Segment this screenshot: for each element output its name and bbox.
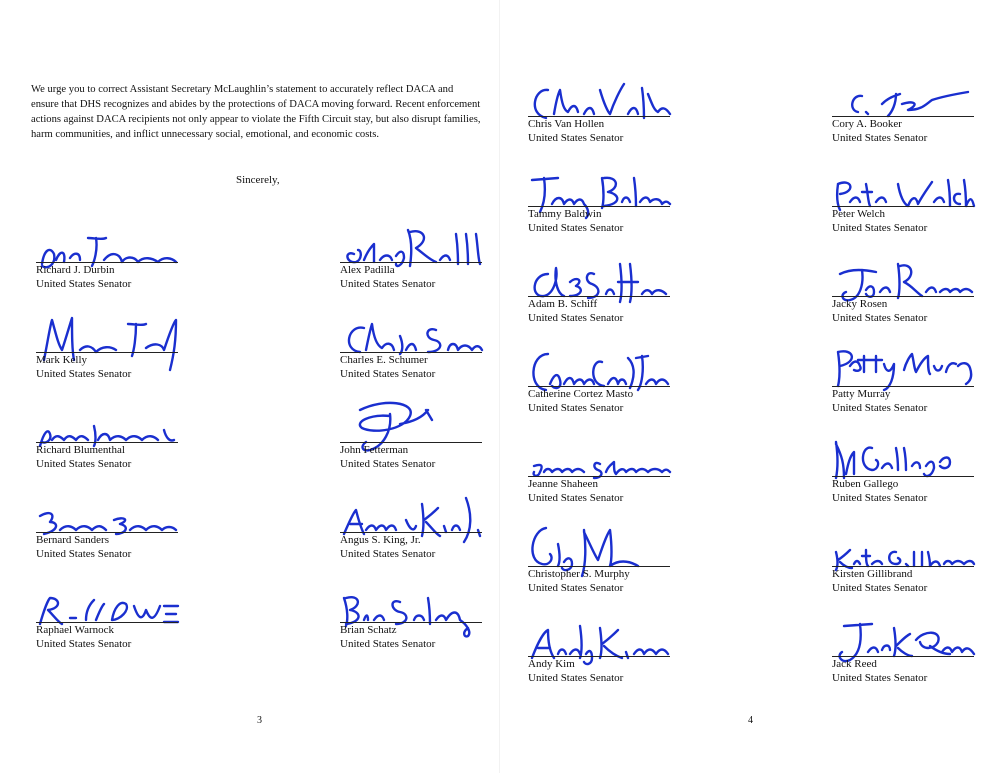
page-number: 4: [748, 715, 753, 726]
signer-title: United States Senator: [832, 672, 928, 684]
signer-name: Kirsten Gillibrand: [832, 568, 913, 580]
signer-name: Alex Padilla: [340, 264, 395, 276]
signer-name: Richard Blumenthal: [36, 444, 125, 456]
signer-title: United States Senator: [340, 278, 436, 290]
signer-title: United States Senator: [832, 582, 928, 594]
signer-name: Andy Kim: [528, 658, 575, 670]
signer-title: United States Senator: [832, 402, 928, 414]
signer-title: United States Senator: [340, 548, 436, 560]
signer-title: United States Senator: [36, 278, 132, 290]
signer-name: Chris Van Hollen: [528, 118, 605, 130]
signer-name: Adam B. Schiff: [528, 298, 598, 310]
signer-name: Patty Murray: [832, 388, 891, 400]
signer-name: Jacky Rosen: [832, 298, 888, 310]
signer-name: Bernard Sanders: [36, 534, 110, 546]
signer-title: United States Senator: [832, 492, 928, 504]
signer-title: United States Senator: [832, 132, 928, 144]
signer-name: Jeanne Shaheen: [528, 478, 598, 490]
signer-name: Angus S. King, Jr.: [340, 534, 421, 546]
signer-name: Raphael Warnock: [36, 624, 115, 636]
signer-title: United States Senator: [340, 368, 436, 380]
signer-name: Mark Kelly: [36, 354, 88, 366]
signer-title: United States Senator: [528, 312, 624, 324]
signer-name: Tammy Baldwin: [528, 208, 602, 220]
signer-name: Cory A. Booker: [832, 118, 902, 130]
signer-title: United States Senator: [36, 368, 132, 380]
signer-title: United States Senator: [340, 638, 436, 650]
signer-name: John Fetterman: [340, 444, 409, 456]
signer-title: United States Senator: [528, 222, 624, 234]
signer-title: United States Senator: [36, 458, 132, 470]
signer-title: United States Senator: [528, 402, 624, 414]
signer-name: Jack Reed: [832, 658, 877, 670]
signer-name: Christopher S. Murphy: [528, 568, 630, 580]
closing-paragraph: We urge you to correct Assistant Secretary McLaughlin’s statement to accurately reflect DACA and ensure that DHS recognizes and abides by the protections of DACA moving forward. Recent enforcement actions against DACA recipients not only appear to violate the Fifth Circuit stay, but also disrupt families, harm communities, and inflict unnecessary social, emotional, and economic costs.: [31, 84, 481, 140]
signer-title: United States Senator: [528, 132, 624, 144]
signer-name: Charles E. Schumer: [340, 354, 428, 366]
signer-title: United States Senator: [528, 672, 624, 684]
signer-name: Peter Welch: [832, 208, 885, 220]
signer-name: Brian Schatz: [340, 624, 397, 636]
page-number: 3: [257, 715, 262, 726]
signer-name: Catherine Cortez Masto: [528, 388, 634, 400]
signer-name: Ruben Gallego: [832, 478, 899, 490]
signer-title: United States Senator: [340, 458, 436, 470]
closing-salutation: Sincerely,: [236, 174, 280, 186]
signer-name: Richard J. Durbin: [36, 264, 115, 276]
signer-title: United States Senator: [832, 312, 928, 324]
signer-title: United States Senator: [528, 492, 624, 504]
signer-title: United States Senator: [528, 582, 624, 594]
page-4: [500, 0, 1000, 773]
signer-title: United States Senator: [36, 548, 132, 560]
signer-title: United States Senator: [832, 222, 928, 234]
signer-title: United States Senator: [36, 638, 132, 650]
